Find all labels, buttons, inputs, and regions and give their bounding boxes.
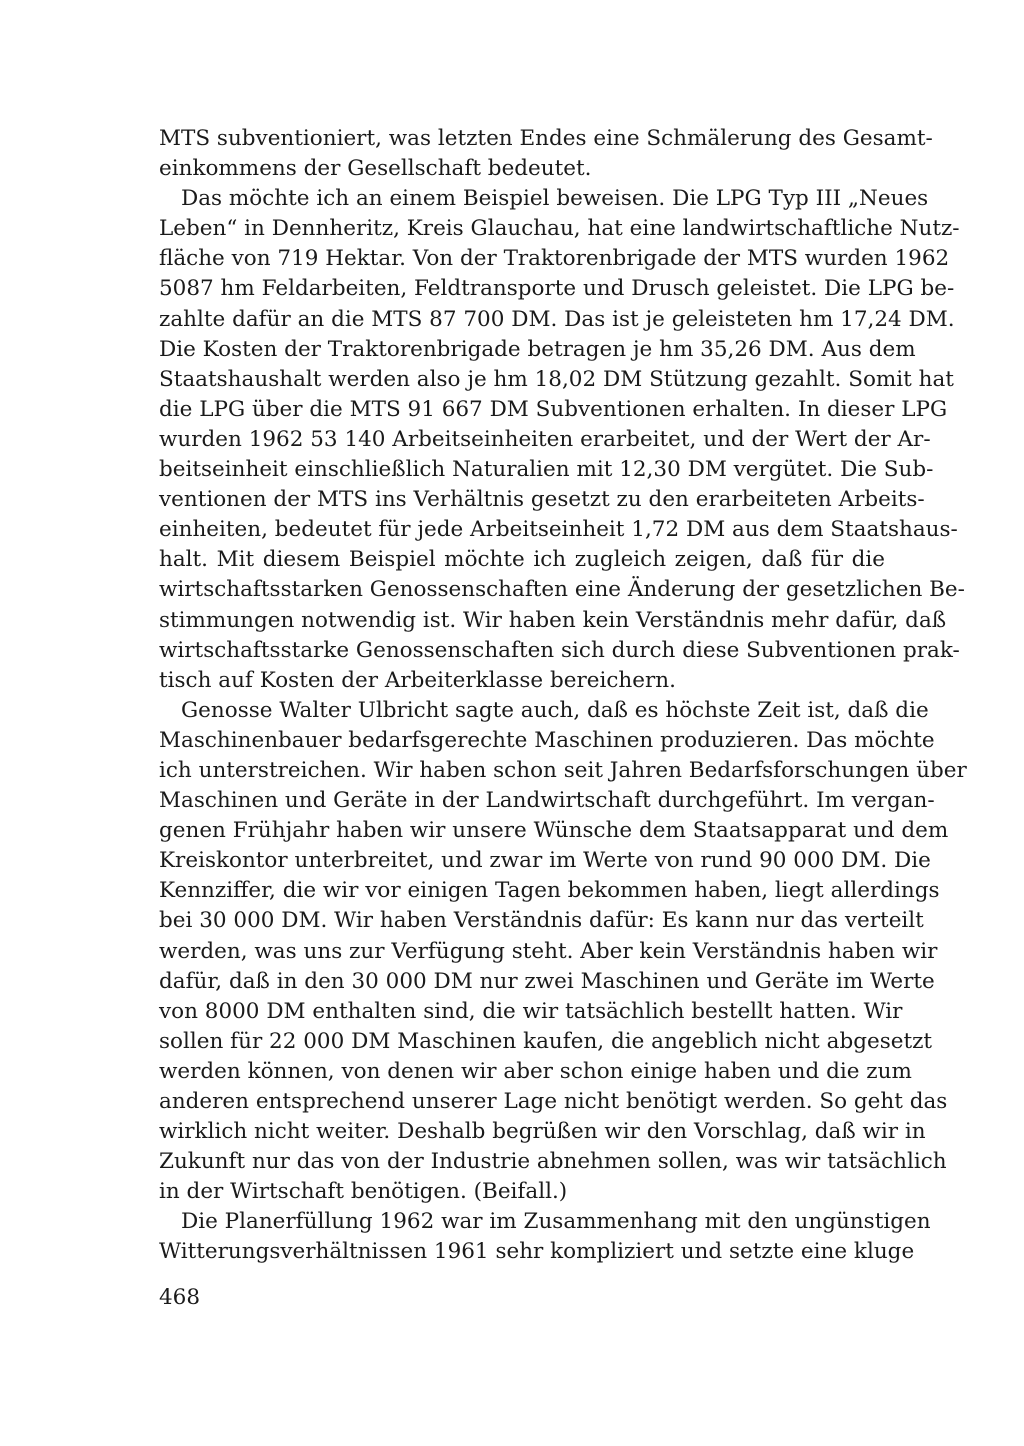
text-line: tisch auf Kosten der Arbeiterklasse bereichern. (159, 667, 676, 693)
text-line: zahlte dafür an die MTS 87 700 DM. Das ist je geleisteten hm 17,24 DM. (159, 306, 955, 332)
text-line: halt. Mit diesem Beispiel möchte ich zugleich zeigen, daß für die (159, 547, 885, 573)
text-line: MTS subventioniert, was letzten Endes eine Schmälerung des Gesamt- (159, 126, 933, 151)
body-text (159, 124, 967, 1268)
paragraph (159, 696, 967, 1208)
text-line: stimmungen notwendig ist. Wir haben kein Verständnis mehr dafür, daß (159, 607, 947, 633)
text-line: Maschinenbauer bedarfsgerechte Maschinen produzieren. Das möchte (159, 727, 935, 753)
text-line: Staatshaushalt werden also je hm 18,02 DM Stützung gezahlt. Somit hat (159, 366, 954, 392)
text-line: Die Planerfüllung 1962 war im Zusammenhang mit den ungünstigen (181, 1209, 931, 1235)
page-number: 468 (159, 1285, 201, 1310)
text-line: bei 30 000 DM. Wir haben Verständnis dafür: Es kann nur das verteilt (159, 908, 924, 934)
text-line: werden können, von denen wir aber schon einige haben und die zum (159, 1058, 912, 1084)
text-line: wirklich nicht weiter. Deshalb begrüßen wir den Vorschlag, daß wir in (159, 1119, 926, 1145)
text-line: Witterungsverhältnissen 1961 sehr kompliziert und setzte eine kluge (159, 1239, 915, 1265)
text-line: ventionen der MTS ins Verhältnis gesetzt zu den erarbeiteten Arbeits- (159, 487, 925, 513)
text-line: Kreiskontor unterbreitet, und zwar im Werte von rund 90 000 DM. Die (159, 848, 931, 874)
text-line: in der Wirtschaft benötigen. (Beifall.) (159, 1179, 568, 1205)
text-line: sollen für 22 000 DM Maschinen kaufen, die angeblich nicht abgesetzt (159, 1028, 933, 1054)
text-line: dafür, daß in den 30 000 DM nur zwei Maschinen und Geräte im Werte (159, 968, 935, 994)
text-line: ich unterstreichen. Wir haben schon seit Jahren Bedarfsforschungen über (159, 757, 967, 783)
text-line: Die Kosten der Traktorenbrigade betragen je hm 35,26 DM. Aus dem (159, 336, 916, 362)
text-line: Das möchte ich an einem Beispiel beweisen. Die LPG Typ III „Neues (181, 186, 929, 212)
text-line: 5087 hm Feldarbeiten, Feldtransporte und Drusch geleistet. Die LPG be- (159, 276, 955, 302)
text-line: genen Frühjahr haben wir unsere Wünsche dem Staatsapparat und dem (159, 818, 949, 844)
text-line: einkommens der Gesellschaft bedeutet. (159, 156, 592, 182)
paragraph (159, 184, 965, 696)
text-line: Leben“ in Dennheritz, Kreis Glauchau, hat eine landwirtschaftliche Nutz- (159, 216, 960, 242)
text-line: fläche von 719 Hektar. Von der Traktorenbrigade der MTS wurden 1962 (159, 246, 950, 272)
text-line: anderen entsprechend unserer Lage nicht benötigt werden. So geht das (159, 1089, 948, 1114)
text-line: Kennziffer, die wir vor einigen Tagen bekommen haben, liegt allerdings (159, 878, 940, 904)
text-line: beitseinheit einschließlich Naturalien mit 12,30 DM vergütet. Die Sub- (159, 457, 934, 483)
text-line: die LPG über die MTS 91 667 DM Subventionen erhalten. In dieser LPG (159, 396, 948, 422)
paragraph (159, 1207, 931, 1267)
text-line: einheiten, bedeutet für jede Arbeitseinheit 1,72 DM aus dem Staatshaus- (159, 517, 958, 543)
text-line: werden, was uns zur Verfügung steht. Aber kein Verständnis haben wir (159, 938, 938, 964)
text-line: Zukunft nur das von der Industrie abnehmen sollen, was wir tatsächlich (159, 1149, 947, 1175)
text-line: Genosse Walter Ulbricht sagte auch, daß es höchste Zeit ist, daß die (181, 697, 929, 723)
paragraph (159, 124, 933, 184)
text-line: Maschinen und Geräte in der Landwirtschaft durchgeführt. Im vergan- (159, 788, 935, 814)
text-line: wirtschaftsstarken Genossenschaften eine Änderung der gesetzlichen Be- (159, 577, 965, 603)
text-line: wirtschaftsstarke Genossenschaften sich durch diese Subventionen prak- (159, 637, 960, 663)
text-line: wurden 1962 53 140 Arbeitseinheiten erarbeitet, und der Wert der Ar- (159, 426, 931, 452)
text-line: von 8000 DM enthalten sind, die wir tatsächlich bestellt hatten. Wir (159, 998, 903, 1024)
